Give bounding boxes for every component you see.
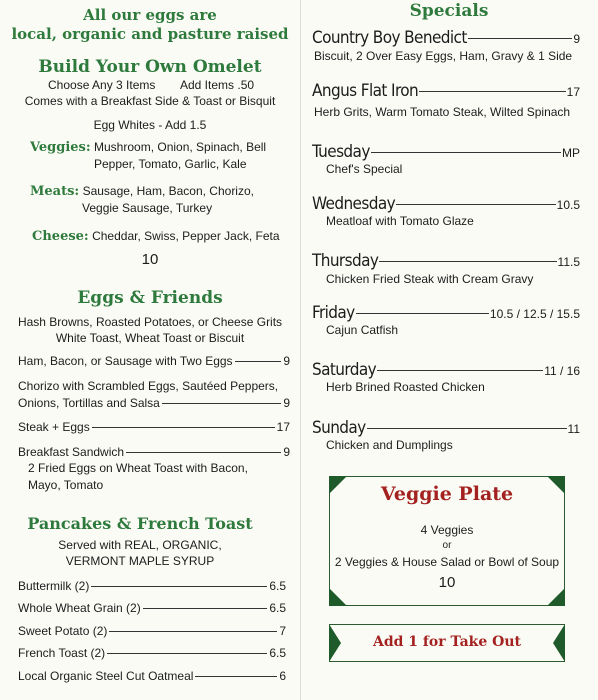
special-wednesday (312, 194, 580, 214)
special-country-boy-benedict (312, 28, 580, 48)
omelet-add-items: Add Items .50 (180, 78, 255, 92)
leader-dots (377, 370, 543, 371)
leader-dots (419, 91, 566, 92)
pancakes-title: Pancakes & French Toast (27, 514, 253, 533)
item-price: 6.5 (269, 601, 286, 615)
item-price: 9 (283, 445, 290, 459)
special-friday (312, 303, 580, 323)
special-name: Saturday (312, 360, 377, 380)
item-price: 9 (283, 354, 290, 368)
special-name: Sunday (312, 418, 366, 438)
sandwich-desc1: 2 Fried Eggs on Wheat Toast with Bacon, (28, 461, 248, 475)
veggie-plate-box (329, 476, 565, 606)
item-name: Whole Wheat Grain (2) (18, 601, 141, 615)
veggies-text2: Pepper, Tomato, Garlic, Kale (94, 157, 247, 171)
item-name: Sweet Potato (2) (18, 624, 108, 638)
special-price: 10.5 / 12.5 / 15.5 (489, 307, 580, 321)
menu-item-oatmeal (18, 669, 286, 683)
menu-item-ham-bacon-eggs (18, 354, 290, 368)
special-sunday (312, 418, 580, 438)
special-name: Tuesday (312, 142, 370, 162)
takeout-box (329, 624, 565, 662)
menu-item-sweet-potato (18, 624, 286, 638)
menu-item-breakfast-sandwich (18, 445, 290, 459)
special-name: Country Boy Benedict (312, 28, 467, 48)
special-price: 17 (566, 85, 580, 99)
leader-dots (92, 427, 275, 428)
eggs-note-line2: local, organic and pasture raised (11, 25, 289, 43)
omelet-egg-whites: Egg Whites - Add 1.5 (93, 118, 207, 132)
item-name: Ham, Bacon, or Sausage with Two Eggs (18, 354, 233, 368)
meats-label: Meats: (30, 184, 80, 199)
omelet-price: 10 (141, 251, 159, 268)
pancakes-sub2: VERMONT MAPLE SYRUP (65, 554, 215, 568)
item-price: 17 (276, 420, 290, 434)
special-tuesday (312, 142, 580, 162)
veggie-plate-line1: 4 Veggies (420, 523, 474, 537)
special-desc: Herb Grits, Warm Tomato Steak, Wilted Spinach (314, 105, 571, 119)
item-price: 6.5 (269, 646, 286, 660)
special-name: Wednesday (312, 194, 396, 214)
special-price: 11 (567, 422, 580, 436)
leader-dots (91, 586, 267, 587)
item-name-cont: Onions, Tortillas and Salsa (18, 396, 160, 410)
leader-dots (143, 608, 268, 609)
veggies-text1: Mushroom, Onion, Spinach, Bell (94, 140, 267, 154)
leader-dots (367, 428, 567, 429)
menu-item-chorizo (18, 396, 290, 410)
menu-item-steak-eggs (18, 420, 290, 434)
eggs-sides-line2: White Toast, Wheat Toast or Biscuit (55, 331, 245, 345)
leader-dots (107, 653, 267, 654)
item-price: 9 (283, 396, 290, 410)
item-name: Local Organic Steel Cut Oatmeal (18, 669, 194, 683)
leader-dots (162, 403, 281, 404)
leader-dots (235, 361, 282, 362)
pancakes-sub1: Served with REAL, ORGANIC, (58, 538, 222, 552)
omelet-cheese (32, 229, 280, 244)
item-price: 6 (279, 669, 286, 683)
specials-title: Specials (409, 1, 489, 21)
menu-item-french-toast (18, 646, 286, 660)
leader-dots (109, 631, 277, 632)
takeout-note: Add 1 for Take Out (372, 634, 521, 650)
special-saturday (312, 360, 580, 380)
special-price: 10.5 (556, 198, 580, 212)
menu-fold-line (300, 0, 301, 700)
special-name: Friday (312, 303, 355, 323)
special-price: 11 / 16 (544, 364, 580, 378)
leader-dots (195, 676, 277, 677)
leader-dots (371, 152, 561, 153)
veggie-plate-title: Veggie Plate (380, 483, 514, 505)
special-desc: Chef's Special (326, 162, 403, 176)
meats-text1: Sausage, Ham, Bacon, Chorizo, (82, 184, 254, 198)
omelet-title: Build Your Own Omelet (38, 57, 262, 77)
item-name: Steak + Eggs (18, 420, 90, 434)
menu-item-buttermilk (18, 579, 286, 593)
item-name: Buttermilk (2) (18, 579, 90, 593)
omelet-comes-with: Comes with a Breakfast Side & Toast or Bisquit (24, 94, 276, 108)
sandwich-desc2: Mayo, Tomato (28, 478, 104, 492)
item-price: 6.5 (269, 579, 286, 593)
special-desc: Chicken Fried Steak with Cream Gravy (326, 272, 534, 286)
leader-dots (356, 313, 489, 314)
item-name: Chorizo with Scrambled Eggs, Sautéed Peppers, (18, 379, 279, 393)
eggs-friends-title: Eggs & Friends (77, 288, 223, 308)
veggies-label: Veggies: (30, 140, 91, 155)
special-thursday (312, 251, 580, 271)
special-name: Thursday (312, 251, 379, 271)
eggs-sides-line1: Hash Browns, Roasted Potatoes, or Cheese Grits (17, 315, 283, 329)
leader-dots (468, 38, 573, 39)
item-price: 7 (279, 624, 286, 638)
veggie-plate-or: or (442, 540, 452, 551)
special-price: MP (562, 146, 580, 160)
omelet-choose: Choose Any 3 Items (48, 78, 156, 92)
special-name: Angus Flat Iron (312, 81, 419, 101)
special-desc: Meatloaf with Tomato Glaze (326, 214, 474, 228)
leader-dots (126, 452, 281, 453)
special-desc: Herb Brined Roasted Chicken (326, 380, 485, 394)
veggie-plate-price: 10 (438, 574, 456, 591)
leader-dots (396, 204, 556, 205)
special-desc: Biscuit, 2 Over Easy Eggs, Ham, Gravy & 1 Side (314, 49, 573, 63)
eggs-note-line1: All our eggs are (83, 6, 217, 24)
omelet-veggies (30, 140, 266, 155)
veggie-plate-line2: 2 Veggies & House Salad or Bowl of Soup (334, 555, 560, 569)
special-angus-flat-iron (312, 81, 580, 101)
leader-dots (379, 261, 556, 262)
special-price: 9 (573, 32, 580, 46)
menu-item-whole-wheat (18, 601, 286, 615)
cheese-label: Cheese: (32, 229, 89, 244)
item-name: Breakfast Sandwich (18, 445, 125, 459)
cheese-text: Cheddar, Swiss, Pepper Jack, Feta (92, 229, 280, 243)
special-desc: Cajun Catfish (326, 323, 399, 337)
meats-text2: Veggie Sausage, Turkey (82, 201, 213, 215)
omelet-meats (30, 184, 254, 199)
item-name: French Toast (2) (18, 646, 106, 660)
special-desc: Chicken and Dumplings (326, 438, 453, 452)
special-price: 11.5 (557, 255, 580, 269)
